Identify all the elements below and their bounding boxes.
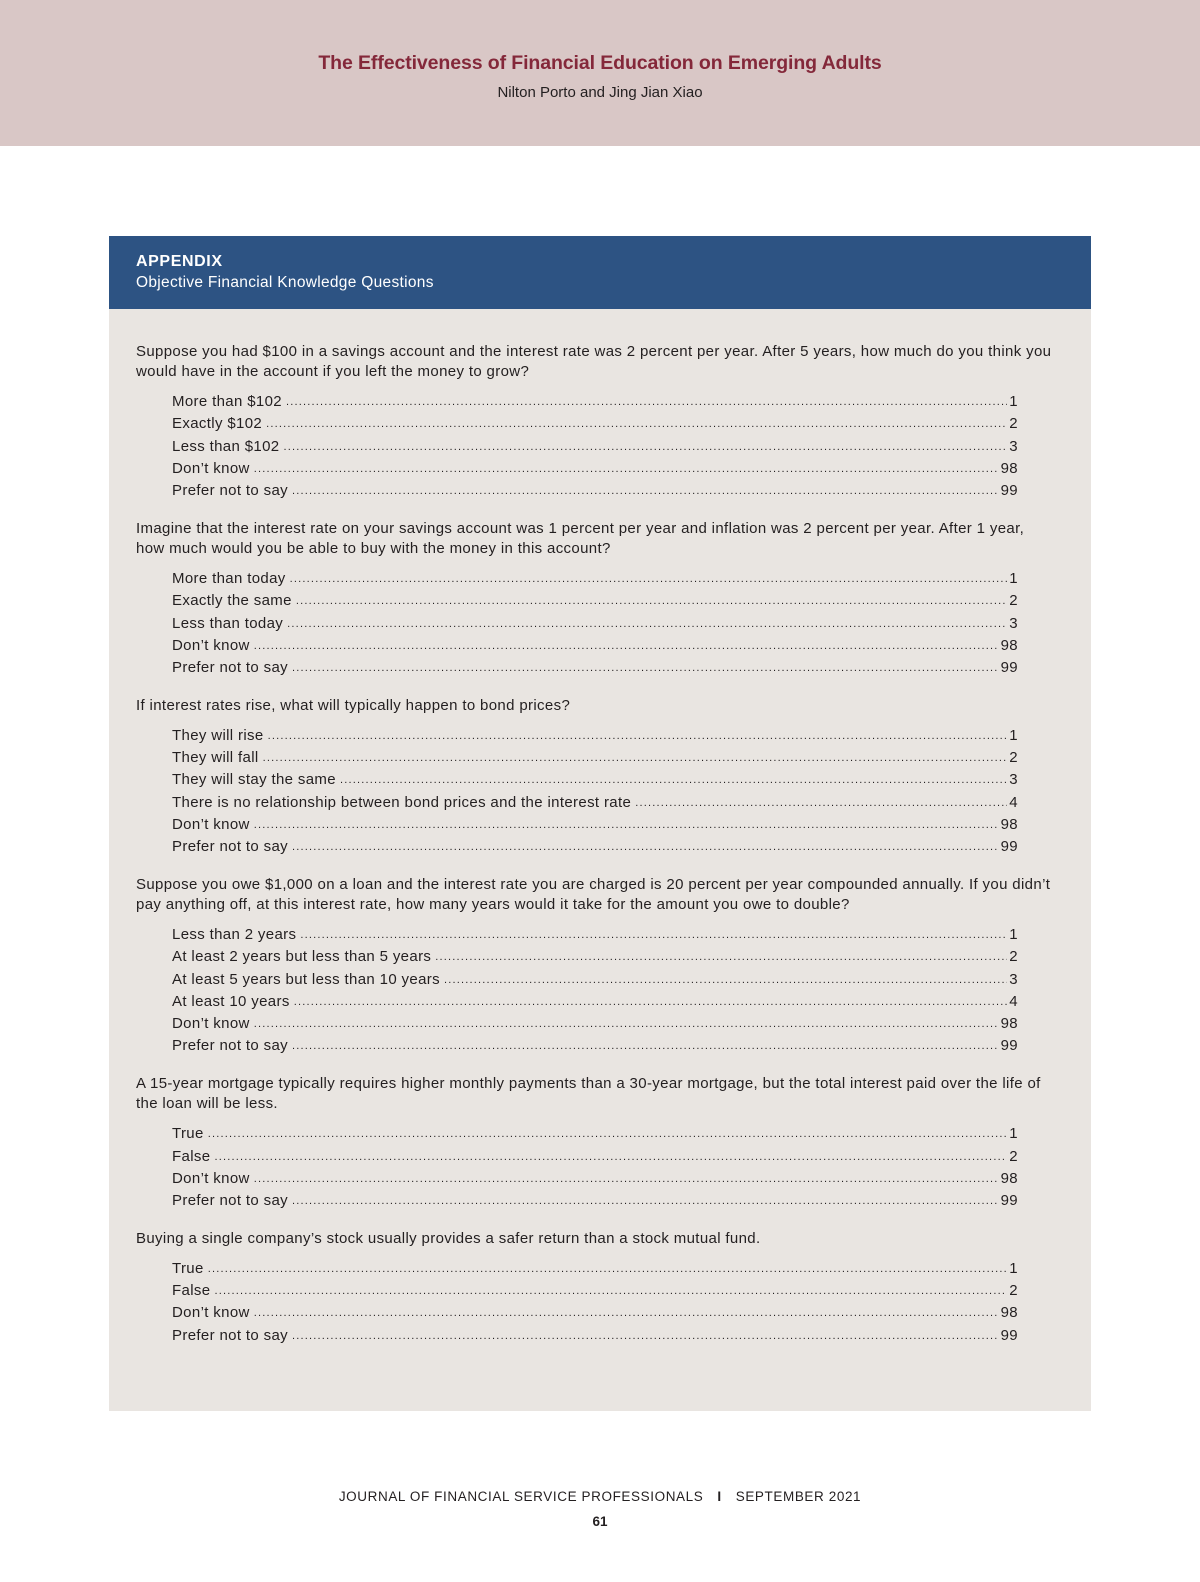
- option-row: [172, 1122, 1018, 1144]
- question-block: [136, 696, 1056, 857]
- option-label: They will fall: [172, 749, 259, 767]
- option-row: [172, 611, 1018, 633]
- option-code: 1: [1009, 727, 1018, 745]
- option-label: Exactly $102: [172, 415, 263, 433]
- option-row: [172, 567, 1018, 589]
- appendix-label: APPENDIX: [136, 253, 223, 270]
- dot-leader: [254, 815, 999, 835]
- option-code: 98: [1000, 1169, 1018, 1187]
- dot-leader: [286, 392, 1007, 412]
- option-list: [136, 1257, 1018, 1346]
- option-code: 98: [1000, 1014, 1018, 1032]
- option-code: 1: [1009, 926, 1018, 944]
- option-label: Less than today: [172, 614, 284, 632]
- option-label: Prefer not to say: [172, 1037, 289, 1055]
- option-row: [172, 434, 1018, 456]
- question-block: [136, 342, 1056, 501]
- option-label: False: [172, 1147, 211, 1165]
- option-label: Prefer not to say: [172, 1191, 289, 1209]
- dot-leader: [266, 414, 1007, 434]
- dot-leader: [214, 1281, 1007, 1301]
- option-row: [172, 412, 1018, 434]
- option-label: More than $102: [172, 393, 282, 411]
- question-block: [136, 1229, 1056, 1346]
- question-text: Buying a single company’s stock usually provides a safer return than a stock mutual fund.: [136, 1229, 761, 1247]
- dot-leader: [254, 1014, 999, 1034]
- option-code: 3: [1009, 771, 1018, 789]
- option-row: [172, 1012, 1018, 1034]
- question-text: Suppose you had $100 in a savings account and the interest rate was 2 percent per year. After 5 years, how much do you think you would have in the account if you left the money to grow?: [136, 343, 1052, 380]
- appendix-subtitle: Objective Financial Knowledge Questions: [136, 274, 434, 291]
- option-row: [172, 746, 1018, 768]
- dot-leader: [300, 925, 1007, 945]
- dot-leader: [635, 793, 1007, 813]
- option-label: Exactly the same: [172, 592, 292, 610]
- option-code: 99: [1000, 481, 1018, 499]
- option-row: [172, 1167, 1018, 1189]
- option-row: [172, 990, 1018, 1012]
- option-code: 98: [1000, 1304, 1018, 1322]
- question-list: [136, 342, 1056, 1364]
- option-row: [172, 1323, 1018, 1345]
- dot-leader: [208, 1124, 1008, 1144]
- dot-leader: [254, 459, 999, 479]
- option-label: True: [172, 1260, 204, 1278]
- option-code: 3: [1009, 437, 1018, 455]
- question-text: Suppose you owe $1,000 on a loan and the interest rate you are charged is 20 percent per year compounded annually. If you didn’t pay anything off, at this interest rate, how many years would it take for the amount you owe to double?: [136, 876, 1051, 913]
- option-code: 1: [1009, 1125, 1018, 1143]
- option-label: At least 2 years but less than 5 years: [172, 948, 432, 966]
- option-code: 1: [1009, 393, 1018, 411]
- option-code: 1: [1009, 570, 1018, 588]
- option-code: 99: [1000, 1037, 1018, 1055]
- option-row: [172, 835, 1018, 857]
- option-code: 2: [1009, 749, 1018, 767]
- option-code: 2: [1009, 948, 1018, 966]
- option-code: 99: [1000, 658, 1018, 676]
- option-code: 4: [1009, 793, 1018, 811]
- footer-journal: [0, 1489, 1200, 1504]
- option-label: More than today: [172, 570, 286, 588]
- option-list: [136, 923, 1018, 1056]
- option-code: 2: [1009, 415, 1018, 433]
- option-code: 98: [1000, 459, 1018, 477]
- dot-leader: [208, 1259, 1008, 1279]
- option-code: 1: [1009, 1260, 1018, 1278]
- option-label: True: [172, 1125, 204, 1143]
- dot-leader: [214, 1147, 1007, 1167]
- option-code: 2: [1009, 1147, 1018, 1165]
- option-list: [136, 1122, 1018, 1211]
- option-label: They will rise: [172, 727, 264, 745]
- dot-leader: [268, 726, 1008, 746]
- dot-leader: [296, 591, 1007, 611]
- option-label: Less than $102: [172, 437, 280, 455]
- dot-leader: [294, 992, 1008, 1012]
- option-row: [172, 923, 1018, 945]
- option-label: Prefer not to say: [172, 481, 289, 499]
- option-label: Don’t know: [172, 1169, 250, 1187]
- option-row: [172, 1279, 1018, 1301]
- option-label: Prefer not to say: [172, 1326, 289, 1344]
- issue-date: SEPTEMBER 2021: [735, 1489, 862, 1504]
- option-row: [172, 589, 1018, 611]
- option-row: [172, 790, 1018, 812]
- dot-leader: [292, 1036, 999, 1056]
- option-code: 2: [1009, 1282, 1018, 1300]
- appendix-box: [109, 236, 1091, 1411]
- option-code: 3: [1009, 614, 1018, 632]
- option-row: [172, 967, 1018, 989]
- option-row: [172, 1189, 1018, 1211]
- option-list: [136, 724, 1018, 857]
- question-text: A 15-year mortgage typically requires higher monthly payments than a 30-year mortgage, but the total interest paid over the life of the loan will be less.: [136, 1075, 1041, 1113]
- option-row: [172, 656, 1018, 678]
- option-label: At least 5 years but less than 10 years: [172, 970, 440, 988]
- dot-leader: [287, 614, 1007, 634]
- dot-leader: [290, 569, 1008, 589]
- option-row: [172, 724, 1018, 746]
- option-label: Less than 2 years: [172, 926, 297, 944]
- option-code: 98: [1000, 636, 1018, 654]
- option-code: 99: [1000, 838, 1018, 855]
- option-code: 99: [1000, 1191, 1018, 1209]
- journal-name: JOURNAL OF FINANCIAL SERVICE PROFESSIONALS: [338, 1489, 704, 1504]
- option-row: [172, 634, 1018, 656]
- option-label: Don’t know: [172, 459, 250, 477]
- dot-leader: [254, 636, 999, 656]
- option-row: [172, 1257, 1018, 1279]
- article-title: The Effectiveness of Financial Education on Emerging Adults: [318, 52, 882, 74]
- dot-leader: [254, 1169, 999, 1189]
- option-label: There is no relationship between bond prices and the interest rate: [172, 793, 632, 811]
- option-code: 99: [1000, 1326, 1018, 1344]
- option-label: Don’t know: [172, 815, 250, 833]
- question-block: [136, 875, 1056, 1056]
- dot-leader: [444, 970, 1007, 990]
- option-row: [172, 1034, 1018, 1056]
- dot-leader: [435, 947, 1007, 967]
- dot-leader: [340, 770, 1007, 790]
- dot-leader: [292, 837, 999, 857]
- option-label: Don’t know: [172, 1304, 250, 1322]
- option-row: [172, 813, 1018, 835]
- option-label: Prefer not to say: [172, 658, 289, 676]
- option-list: [136, 567, 1018, 678]
- option-code: 2: [1009, 592, 1018, 610]
- question-text: If interest rates rise, what will typically happen to bond prices?: [136, 696, 571, 714]
- option-code: 4: [1009, 992, 1018, 1010]
- option-code: 3: [1009, 970, 1018, 988]
- option-label: Prefer not to say: [172, 838, 289, 855]
- option-label: At least 10 years: [172, 992, 290, 1010]
- dot-leader: [292, 481, 999, 501]
- question-text: Imagine that the interest rate on your savings account was 1 percent per year and inflation was 2 percent per year. After 1 year, how much would you be able to buy with the money in this account?: [136, 519, 1025, 557]
- option-row: [172, 479, 1018, 501]
- page-number: 61: [592, 1514, 608, 1529]
- option-code: 98: [1000, 815, 1018, 833]
- option-row: [172, 390, 1018, 412]
- dot-leader: [292, 1326, 999, 1346]
- option-label: Don’t know: [172, 1014, 250, 1032]
- footer-separator: I: [717, 1489, 722, 1504]
- question-block: [136, 519, 1056, 678]
- dot-leader: [254, 1303, 999, 1323]
- option-label: Don’t know: [172, 636, 250, 654]
- option-row: [172, 1144, 1018, 1166]
- option-list: [136, 390, 1018, 501]
- option-row: [172, 768, 1018, 790]
- option-row: [172, 457, 1018, 479]
- option-label: They will stay the same: [172, 771, 336, 789]
- option-row: [172, 945, 1018, 967]
- dot-leader: [263, 748, 1008, 768]
- dot-leader: [292, 658, 999, 678]
- question-block: [136, 1074, 1056, 1211]
- option-row: [172, 1301, 1018, 1323]
- option-label: False: [172, 1282, 211, 1300]
- article-authors: Nilton Porto and Jing Jian Xiao: [497, 84, 703, 101]
- dot-leader: [283, 437, 1007, 457]
- appendix-header: [109, 236, 1091, 309]
- dot-leader: [292, 1191, 999, 1211]
